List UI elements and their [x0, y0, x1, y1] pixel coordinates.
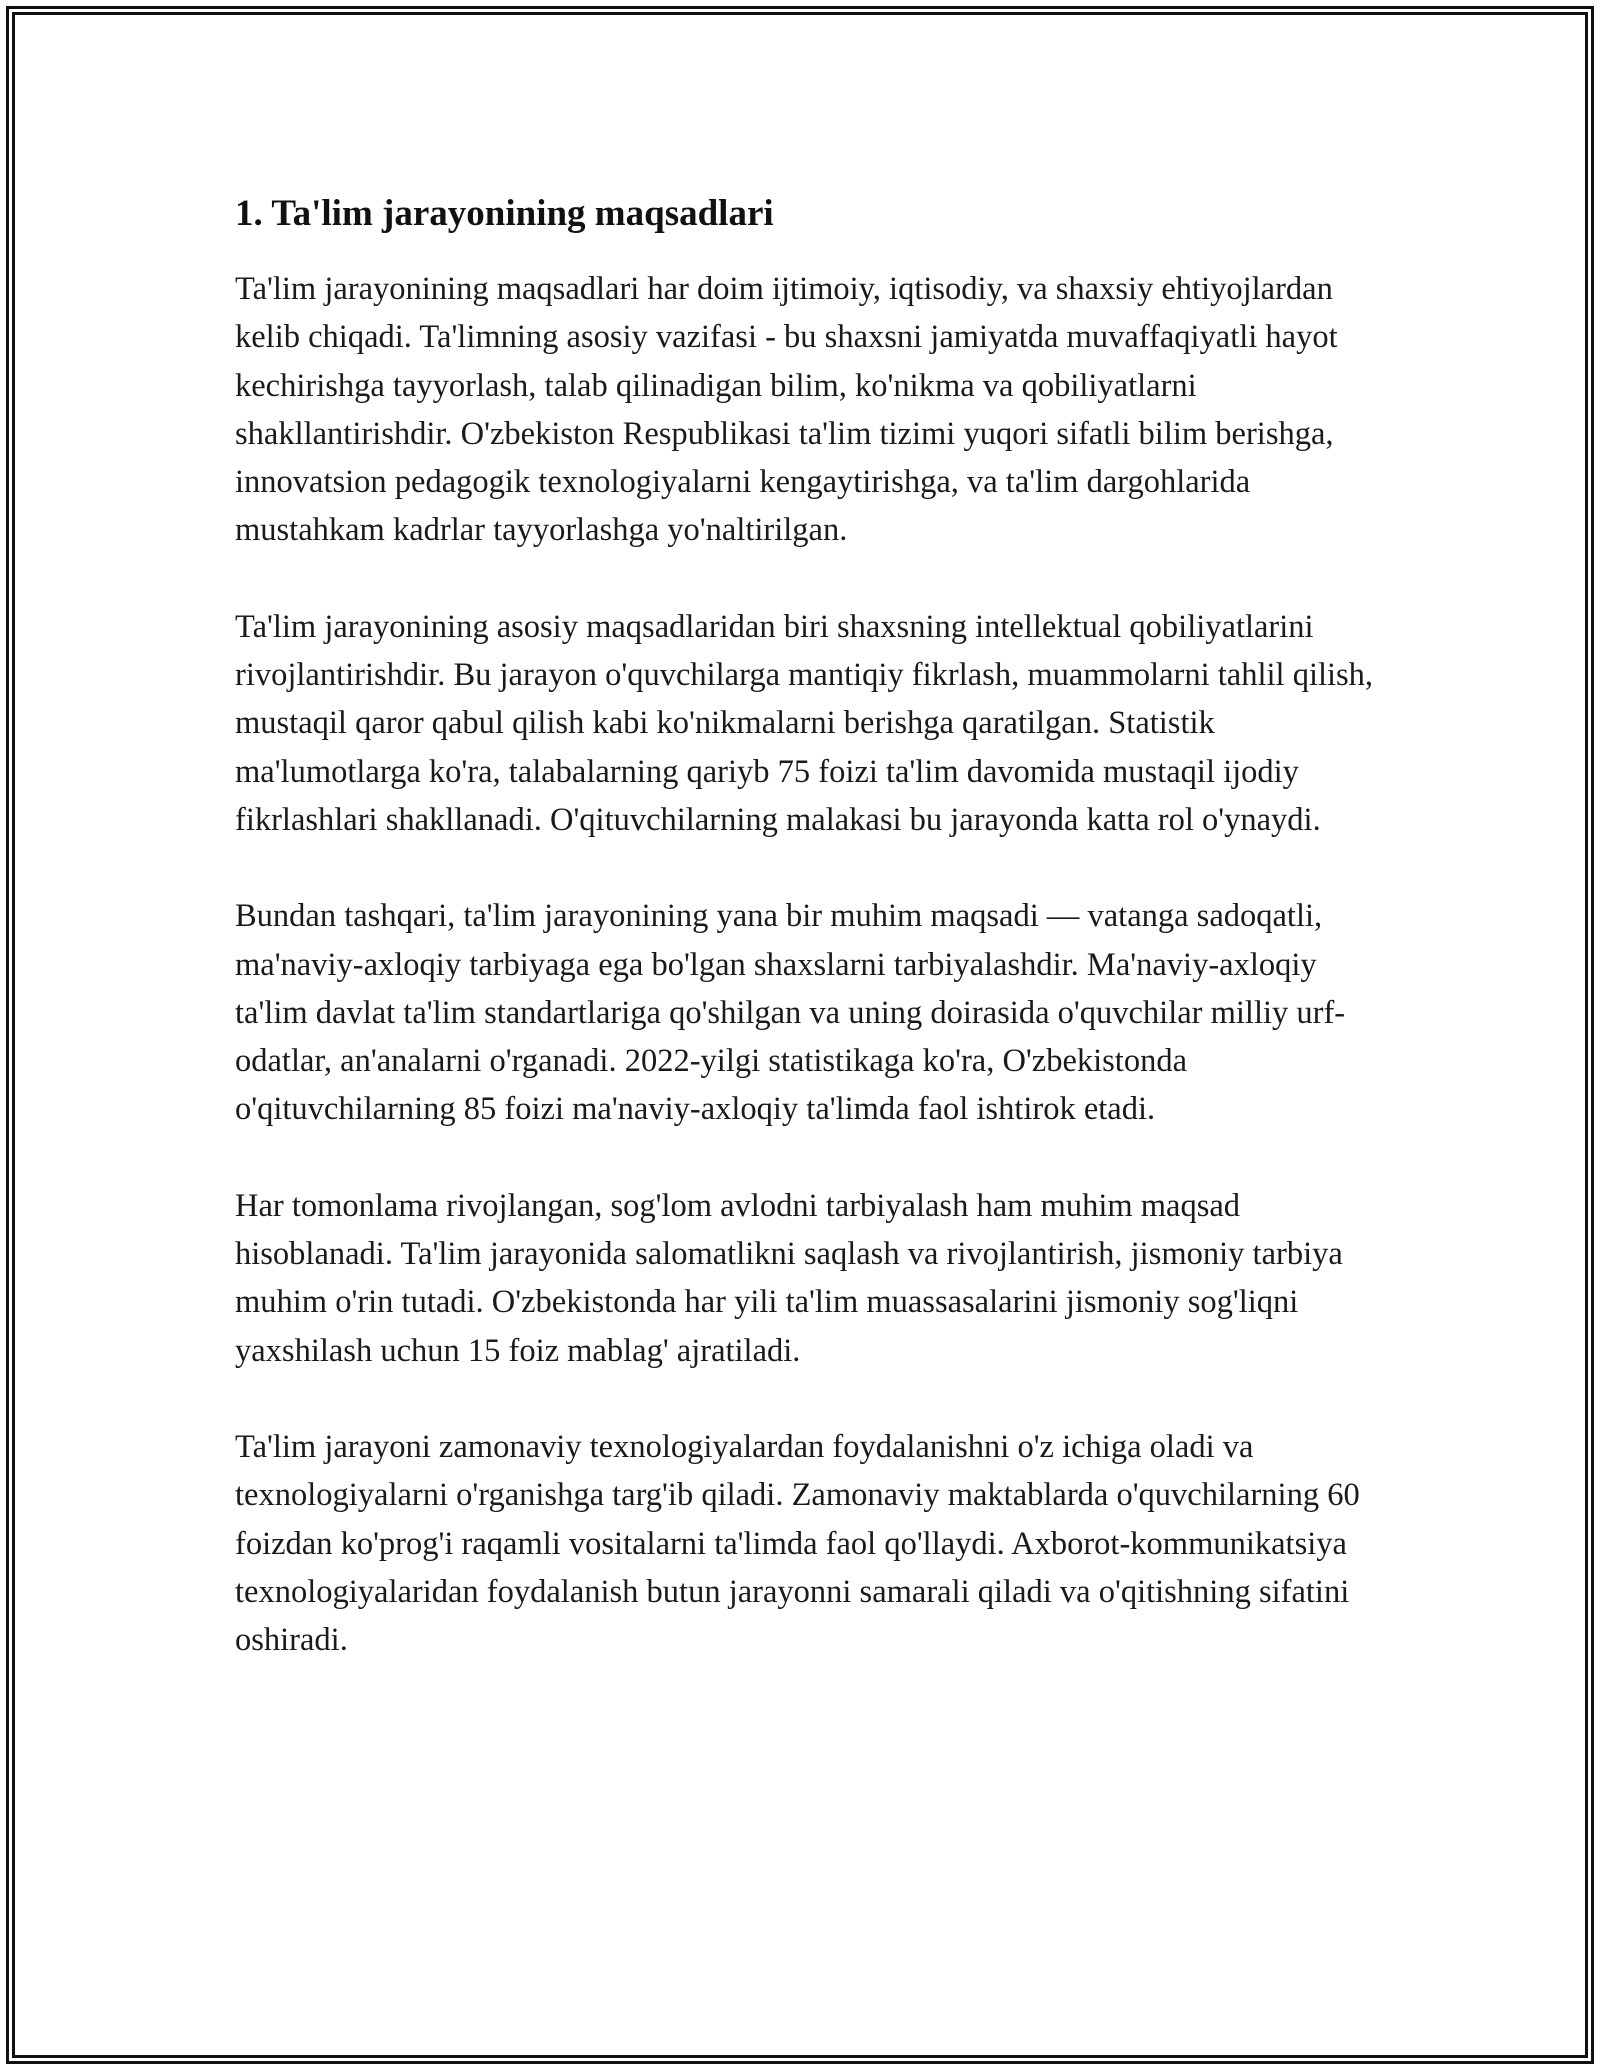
- document-body: [235, 185, 1375, 1712]
- paragraph-2: Ta'lim jarayonining asosiy maqsadlaridan biri shaxsning intellektual qobiliyatlarini rivojlantirishdir. Bu jarayon o'quvchilarga mantiqiy fikrlash, muammolarni tahlil qilish, mustaqil qaror qabul qilish kabi ko'nikmalarni berishga qaratilgan. Statistik ma'lumotlarga ko'ra, talabalarning qariyb 75 foizi ta'lim davomida mustaqil ijodiy fikrlashlari shakllanadi. O'qituvchilarning malakasi bu jarayonda katta rol o'ynaydi.: [235, 608, 1374, 838]
- paragraph-4: Har tomonlama rivojlangan, sog'lom avlodni tarbiyalash ham muhim maqsad hisoblanadi. Ta'lim jarayonida salomatlikni saqlash va rivojlantirish, jismoniy tarbiya muhim o'rin tutadi. O'zbekistonda har yili ta'lim muassasalarini jismoniy sog'liqni yaxshilash uchun 15 foiz mablag' ajratiladi.: [235, 1187, 1343, 1369]
- paragraph-5: Ta'lim jarayoni zamonaviy texnologiyalardan foydalanishni o'z ichiga oladi va texnologiyalarni o'rganishga targ'ib qiladi. Zamonaviy maktablarda o'quvchilarning 60 foizdan ko'prog'i raqamli vositalarni ta'limda faol qo'llaydi. Axborot-kommunikatsiya texnologiyalaridan foydalanish butun jarayonni samarali qiladi va o'qitishning sifatini oshiradi.: [235, 1428, 1360, 1659]
- section-title: 1. Ta'lim jarayonining maqsadlari: [235, 193, 774, 234]
- paragraph-3: Bundan tashqari, ta'lim jarayonining yana bir muhim maqsadi — vatanga sadoqatli, ma'naviy-axloqiy tarbiyaga ega bo'lgan shaxslarni tarbiyalashdir. Ma'naviy-axloqiy ta'lim davlat ta'lim standartlariga qo'shilgan va uning doirasida o'quvchilar milliy urf-odatlar, an'analarni o'rganadi. 2022-yilgi statistikaga ko'ra, O'zbekistonda o'qituvchilarning 85 foizi ma'naviy-axloqiy ta'limda faol ishtirok etadi.: [235, 898, 1346, 1128]
- paragraph-1: Ta'lim jarayonining maqsadlari har doim ijtimoiy, iqtisodiy, va shaxsiy ehtiyojlardan kelib chiqadi. Ta'limning asosiy vazifasi - bu shaxsni jamiyatda muvaffaqiyatli hayot kechirishga tayyorlash, talab qilinadigan bilim, ko'nikma va qobiliyatlarni shakllantirishdir. O'zbekiston Respublikasi ta'lim tizimi yuqori sifatli bilim berishga, innovatsion pedagogik texnologiyalarni kengaytirishga, va ta'lim dargohlarida mustahkam kadrlar tayyorlashga yo'naltirilgan.: [235, 271, 1338, 549]
